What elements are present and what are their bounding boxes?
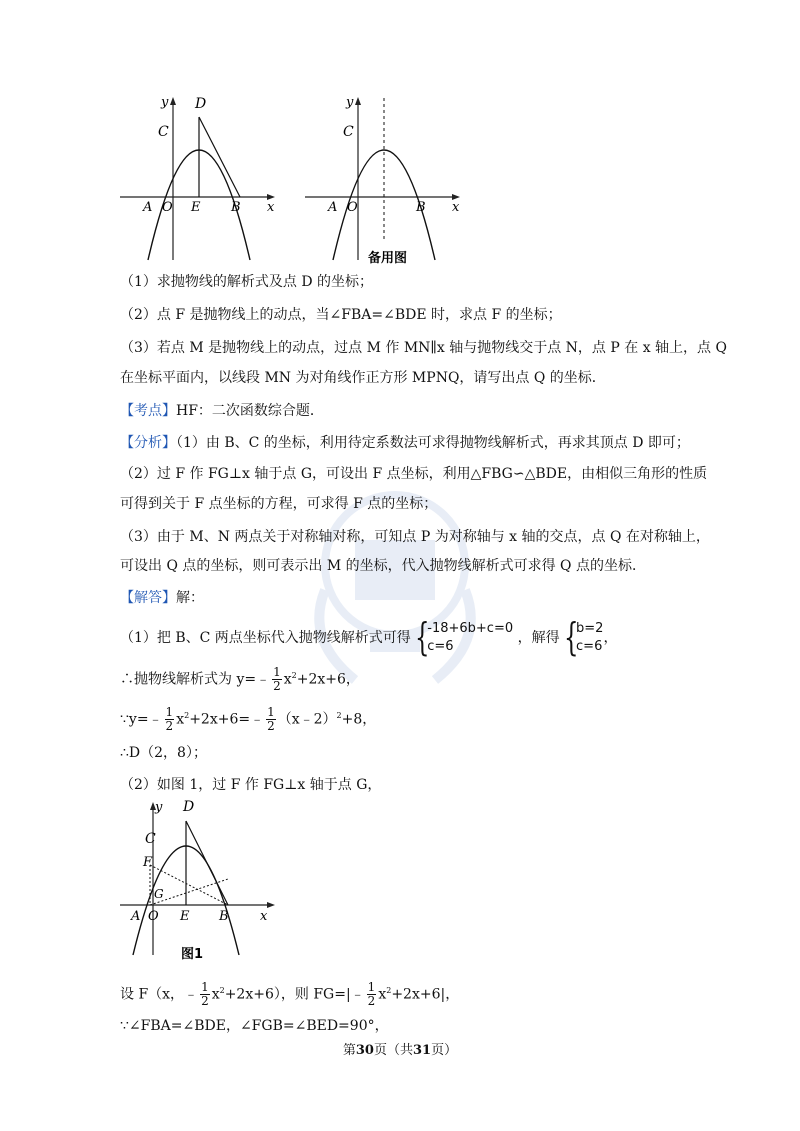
solution-step-4: ∴D（2，8）； [120, 745, 207, 761]
fenxi-line-1 [120, 433, 690, 453]
label-F: F [143, 855, 153, 870]
label-A: A [328, 200, 338, 215]
step3-mid1: +2x+6=﹣ [189, 711, 265, 728]
page-total: 31 [413, 1043, 432, 1058]
label-y: y [346, 95, 354, 110]
sol1: b=2 [576, 621, 604, 636]
label-B: B [416, 200, 426, 215]
label-x: x [260, 909, 268, 924]
equation-system-1: { -18+6b+c=0 c=6 [415, 615, 514, 659]
fraction-half: $\frac{1}{2}$ [267, 705, 275, 734]
step3-post: +8， [341, 711, 377, 728]
solution-step-3: ∵y=﹣ $\frac{1}{2}$ $x^2+2x+6=﹣$ $\frac{1}{2}$ （x﹣2）$^2$+8， [120, 705, 377, 734]
fraction-half: $\frac{1}{2}$ [201, 980, 209, 1009]
var-x: x [211, 986, 220, 1003]
fenxi-line-4: （3）由于 M、N 两点关于对称轴对称，可知点 P 为对称轴与 x 轴的交点，点 Q 在对称轴上， [120, 529, 710, 545]
footer-pre: 第 [342, 1043, 356, 1058]
question-3-line-1: （3）若点 M 是抛物线上的动点，过点 M 作 MN∥x 轴与抛物线交于点 N，点 P 在 x 轴上，点 Q [120, 340, 727, 356]
figure-main-parabola [115, 90, 290, 265]
var-x: x [176, 711, 185, 728]
solution-step-6: 设 F（x，﹣ $\frac{1}{2}$ $x^2+2x+6$），则 FG=|﹣ $\frac{1}{2}$ $x^2+2x+6|$， [120, 980, 460, 1009]
page-number: 30 [355, 1043, 374, 1058]
label-A: A [143, 200, 153, 215]
caption-figure-1: 图1 [181, 947, 204, 962]
label-C: C [145, 831, 156, 847]
step3-pre: ∵y=﹣ [120, 711, 163, 728]
step6-post: +2x+6|， [391, 986, 460, 1003]
step6-mid1: +2x+6），则 FG=|﹣ [224, 986, 365, 1003]
caption-spare: 备用图 [368, 251, 408, 266]
label-B: B [231, 200, 241, 215]
label-O: O [162, 200, 173, 215]
step2-post: +2x+6， [296, 671, 360, 688]
fenxi-line-3: 可得到关于 F 点坐标的方程，可求得 F 点的坐标； [120, 496, 438, 512]
fenxi-text-1: （1）由 B、C 的坐标，利用待定系数法可求得抛物线解析式，再求其顶点 D 即可； [176, 435, 690, 451]
label-C: C [158, 124, 169, 140]
figure-spare-parabola [300, 90, 470, 270]
step1-pre: （1）把 B、C 两点坐标代入抛物线解析式可得 [120, 630, 411, 646]
kaodian-tag: 【考点】 [120, 403, 176, 419]
fraction-half: $\frac{1}{2}$ [367, 980, 376, 1009]
label-D: D [183, 799, 195, 815]
label-x: x [267, 200, 275, 215]
label-x: x [452, 200, 460, 215]
label-y: y [161, 95, 169, 110]
solution-step-2: ∴抛物线解析式为 y=﹣ $\frac{1}{2}$ $x^2+2x+6$， [120, 665, 360, 694]
var-x: x [283, 671, 292, 688]
eq2: c=6 [427, 639, 454, 654]
fraction-half: $\frac{1}{2}$ [273, 665, 281, 694]
kaodian-text: HF：二次函数综合题． [176, 403, 324, 419]
solution-step-1 [120, 615, 618, 659]
label-E: E [191, 200, 201, 215]
var-x: x [378, 986, 387, 1003]
step1-end: ， [603, 630, 618, 646]
fenxi-line-2: （2）过 F 作 FG⊥x 轴于点 G，可设出 F 点坐标，利用△FBG∽△BDE，由相似三角形的性质 [120, 466, 708, 482]
step3-mid2: （x﹣2） [277, 711, 337, 728]
label-E: E [180, 909, 190, 924]
label-B: B [219, 909, 229, 924]
solution-step-7: ∵∠FBA=∠BDE，∠FGB=∠BED=90°， [120, 1018, 389, 1034]
footer-post: 页） [431, 1043, 458, 1058]
jieda-line [120, 588, 204, 608]
equation-system-2: { b=2 c=6 [564, 615, 604, 659]
page-footer [0, 1039, 800, 1058]
question-1: （1）求抛物线的解析式及点 D 的坐标； [120, 274, 374, 290]
label-O: O [148, 909, 159, 924]
sol2: c=6 [576, 639, 603, 654]
label-G: G [154, 887, 164, 901]
label-y: y [155, 800, 163, 815]
label-O: O [347, 200, 358, 215]
step6-pre: 设 F（x，﹣ [120, 986, 199, 1003]
jieda-text: 解： [176, 590, 204, 606]
step1-mid: ，解得 [517, 630, 560, 646]
jieda-tag: 【解答】 [120, 590, 176, 606]
solution-step-5: （2）如图 1，过 F 作 FG⊥x 轴于点 G， [120, 777, 382, 793]
label-D: D [195, 96, 207, 112]
step2-pre: ∴抛物线解析式为 y=﹣ [120, 671, 271, 688]
question-2: （2）点 F 是抛物线上的动点，当∠FBA=∠BDE 时，求点 F 的坐标； [120, 307, 562, 323]
eq1: -18+6b+c=0 [427, 621, 514, 636]
question-3-line-2: 在坐标平面内，以线段 MN 为对角线作正方形 MPNQ，请写出点 Q 的坐标． [120, 370, 606, 386]
label-C: C [343, 124, 354, 140]
kaodian [120, 401, 324, 421]
fraction-half: $\frac{1}{2}$ [165, 705, 174, 734]
label-A: A [131, 909, 141, 924]
figure-1-parabola [115, 795, 290, 965]
fenxi-tag: 【分析】 [120, 435, 176, 451]
fenxi-line-5: 可设出 Q 点的坐标，则可表示出 M 的坐标，代入抛物线解析式可求得 Q 点的坐标． [120, 558, 646, 574]
footer-mid: 页（共 [373, 1043, 413, 1058]
